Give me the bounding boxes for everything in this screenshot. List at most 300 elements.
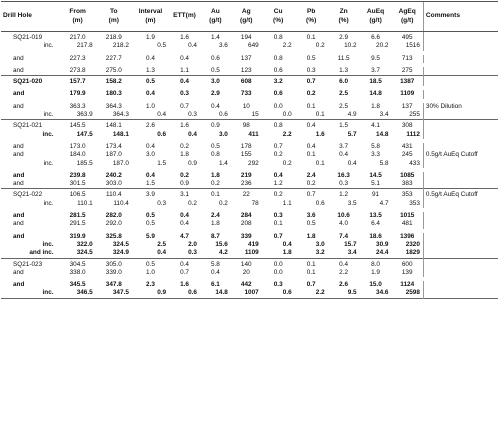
cell-ag: 140 bbox=[240, 260, 252, 268]
cell-au: 0.4 bbox=[210, 268, 220, 276]
cell-aueq: 5.8 bbox=[371, 142, 380, 150]
cell-aueq: 30.9 bbox=[376, 240, 389, 248]
cell-au: 8.7 bbox=[210, 232, 220, 240]
cell-ett: 0.4 bbox=[180, 220, 189, 228]
cell-cu: 0.8 bbox=[273, 54, 283, 62]
cell-pb: 0.7 bbox=[306, 281, 316, 289]
cell-drill-hole: and bbox=[13, 212, 25, 220]
cell-zn: 11.5 bbox=[337, 54, 350, 62]
cell-au: 15.6 bbox=[215, 240, 228, 248]
cell-ageq: 1387 bbox=[400, 78, 415, 86]
cell-zn: 1.2 bbox=[339, 191, 349, 199]
cell-au: 6.1 bbox=[210, 281, 220, 289]
cell-to: 110.4 bbox=[113, 199, 129, 207]
cell-ag: 219 bbox=[240, 171, 252, 179]
cell-interval: 0.9 bbox=[157, 289, 167, 297]
cell-to: 180.3 bbox=[105, 90, 122, 98]
header-row bbox=[1, 2, 498, 32]
cell-cu: 0.1 bbox=[273, 220, 283, 228]
cell-cu: 2.2 bbox=[282, 130, 292, 138]
cell-ageq: 137 bbox=[401, 102, 413, 110]
cell-interval: 5.9 bbox=[146, 232, 155, 240]
table-row bbox=[1, 269, 498, 277]
hole-group bbox=[1, 189, 498, 258]
cell-from: 157.7 bbox=[69, 78, 86, 86]
cell-pb: 0.6 bbox=[315, 199, 325, 207]
cell-au: 14.8 bbox=[215, 289, 228, 297]
cell-ett: 0.4 bbox=[188, 130, 197, 138]
cell-comments bbox=[423, 143, 498, 151]
cell-to: 173.4 bbox=[105, 142, 122, 150]
cell-aueq: 14.8 bbox=[369, 90, 382, 98]
cell-drill-hole: inc. bbox=[43, 199, 54, 207]
cell-ett: 0.4 bbox=[180, 78, 189, 86]
cell-ag: 236 bbox=[240, 180, 252, 188]
cell-au: 1.4 bbox=[218, 159, 228, 167]
cell-interval: 2.5 bbox=[157, 240, 167, 248]
cell-aueq: 91 bbox=[371, 191, 380, 199]
cell-cu: 0.0 bbox=[273, 102, 283, 110]
cell-interval: 1.5 bbox=[157, 159, 167, 167]
cell-au: 3.6 bbox=[218, 42, 228, 50]
cell-interval: 1.0 bbox=[146, 268, 155, 276]
cell-to: 303.0 bbox=[105, 180, 122, 188]
cell-pb: 2.4 bbox=[306, 171, 316, 179]
cell-to: 324.5 bbox=[112, 240, 129, 248]
header-ageq: AgEq (g/t) bbox=[392, 2, 424, 32]
cell-zn: 15.7 bbox=[344, 240, 357, 248]
cell-pb: 2.2 bbox=[315, 289, 325, 297]
cell-aueq: 6.4 bbox=[371, 220, 380, 228]
cell-from: 338.0 bbox=[69, 268, 86, 276]
cell-aueq: 3.3 bbox=[371, 151, 380, 159]
cell-ag: 123 bbox=[240, 66, 252, 74]
cell-from: 304.5 bbox=[69, 260, 86, 268]
cell-drill-hole: and bbox=[13, 220, 24, 228]
cell-from: 147.5 bbox=[76, 130, 93, 138]
cell-drill-hole: and bbox=[13, 268, 24, 276]
cell-from: 346.5 bbox=[76, 289, 93, 297]
cell-interval: 0.5 bbox=[146, 260, 155, 268]
cell-zn: 2.6 bbox=[339, 281, 349, 289]
cell-interval: 0.5 bbox=[146, 212, 155, 220]
cell-ageq: 2320 bbox=[405, 240, 420, 248]
cell-to: 325.8 bbox=[105, 232, 122, 240]
cell-comments: 0.5g/t AuEq Cutoff bbox=[423, 151, 498, 159]
cell-comments bbox=[423, 67, 498, 76]
cell-comments bbox=[423, 90, 498, 98]
cell-ag: 155 bbox=[240, 151, 252, 159]
cell-interval: 0.6 bbox=[157, 130, 167, 138]
cell-ag: 292 bbox=[248, 159, 259, 167]
cell-aueq: 18.5 bbox=[369, 78, 382, 86]
cell-ett: 3.1 bbox=[180, 191, 189, 199]
cell-from: 145.5 bbox=[69, 122, 86, 130]
cell-pb: 0.1 bbox=[315, 111, 325, 119]
cell-from: 217.0 bbox=[69, 34, 86, 41]
cell-ett: 0.3 bbox=[188, 111, 197, 119]
cell-aueq: 24.4 bbox=[376, 249, 389, 257]
cell-cu: 0.7 bbox=[273, 142, 283, 150]
cell-comments bbox=[423, 172, 498, 180]
cell-from: 110.1 bbox=[77, 199, 93, 207]
cell-zn: 1.3 bbox=[339, 66, 349, 74]
cell-zn: 7.4 bbox=[339, 232, 349, 240]
table-row bbox=[1, 289, 498, 298]
cell-from: 281.5 bbox=[69, 212, 86, 220]
cell-comments bbox=[423, 258, 498, 269]
cell-aueq: 15.0 bbox=[369, 281, 382, 289]
cell-to: 305.0 bbox=[105, 260, 122, 268]
cell-pb: 0.2 bbox=[306, 90, 316, 98]
cell-comments bbox=[423, 131, 498, 139]
cell-ag: 20 bbox=[242, 268, 250, 276]
cell-to: 187.0 bbox=[105, 151, 122, 159]
cell-pb: 3.0 bbox=[315, 240, 325, 248]
cell-interval: 0.4 bbox=[146, 54, 155, 62]
cell-drill-hole: and bbox=[13, 180, 24, 188]
cell-zn: 4.0 bbox=[339, 220, 349, 228]
header-ag: Ag (g/t) bbox=[231, 2, 262, 32]
hole-group bbox=[1, 32, 498, 76]
cell-pb: 3.6 bbox=[306, 212, 316, 220]
cell-aueq: 4.1 bbox=[371, 122, 380, 130]
cell-cu: 0.0 bbox=[273, 268, 283, 276]
cell-ett: 1.8 bbox=[180, 151, 189, 159]
cell-cu: 0.3 bbox=[273, 212, 283, 220]
cell-pb: 0.2 bbox=[306, 180, 316, 188]
cell-au: 0.5 bbox=[210, 142, 220, 150]
cell-from: 217.8 bbox=[76, 42, 93, 50]
cell-comments bbox=[423, 249, 498, 258]
cell-cu: 2.2 bbox=[282, 42, 292, 50]
cell-comments bbox=[423, 42, 498, 50]
table-row bbox=[1, 111, 498, 120]
cell-ageq: 308 bbox=[401, 122, 413, 130]
cell-cu: 0.4 bbox=[273, 171, 283, 179]
cell-to: 364.3 bbox=[105, 102, 122, 110]
cell-ageq: 1112 bbox=[406, 130, 420, 138]
cell-au: 3.0 bbox=[210, 78, 220, 86]
cell-to: 364.3 bbox=[112, 111, 129, 119]
cell-pb: 0.1 bbox=[306, 151, 316, 159]
cell-comments bbox=[423, 76, 498, 87]
cell-au: 0.2 bbox=[218, 199, 228, 207]
cell-ett: 0.7 bbox=[180, 102, 189, 110]
cell-drill-hole: SQ21-021 bbox=[13, 122, 43, 130]
cell-zn: 0.4 bbox=[339, 260, 349, 268]
cell-to: 218.2 bbox=[112, 42, 129, 50]
cell-aueq: 1.8 bbox=[371, 102, 380, 110]
cell-ett: 1.6 bbox=[180, 122, 189, 130]
cell-comments bbox=[423, 241, 498, 249]
cell-to: 240.2 bbox=[105, 171, 122, 179]
cell-ag: 137 bbox=[240, 54, 252, 62]
cell-drill-hole: SQ21-022 bbox=[13, 191, 43, 199]
table-row bbox=[1, 200, 498, 208]
cell-drill-hole: SQ21-019 bbox=[13, 34, 43, 41]
table-row bbox=[1, 103, 498, 111]
cell-to: 339.0 bbox=[105, 268, 122, 276]
cell-zn: 10.6 bbox=[337, 212, 350, 220]
cell-drill-hole: inc. bbox=[43, 159, 54, 167]
cell-interval: 1.0 bbox=[146, 102, 155, 110]
cell-from: 106.5 bbox=[69, 191, 86, 199]
cell-drill-hole: and bbox=[13, 142, 24, 150]
cell-au: 5.8 bbox=[210, 260, 220, 268]
table-header bbox=[1, 2, 498, 32]
cell-drill-hole: and bbox=[13, 281, 25, 289]
cell-ageq: 713 bbox=[401, 54, 413, 62]
cell-ett: 0.4 bbox=[180, 212, 189, 220]
cell-ett: 0.7 bbox=[180, 268, 189, 276]
cell-ett: 4.7 bbox=[180, 232, 189, 240]
cell-pb: 0.1 bbox=[306, 34, 316, 41]
table-row bbox=[1, 67, 498, 76]
cell-from: 363.3 bbox=[69, 102, 86, 110]
cell-ag: 178 bbox=[240, 142, 252, 150]
cell-ageq: 1015 bbox=[400, 212, 415, 220]
cell-to: 158.2 bbox=[105, 78, 122, 86]
cell-interval: 0.5 bbox=[146, 220, 155, 228]
table-row bbox=[1, 220, 498, 228]
cell-interval: 0.4 bbox=[146, 171, 155, 179]
cell-ag: 411 bbox=[248, 130, 259, 138]
cell-ag: 194 bbox=[240, 34, 252, 41]
cell-comments bbox=[423, 55, 498, 63]
cell-comments bbox=[423, 180, 498, 189]
cell-aueq: 5.1 bbox=[371, 180, 380, 188]
cell-aueq: 8.0 bbox=[371, 260, 380, 268]
cell-interval: 0.3 bbox=[157, 199, 167, 207]
cell-ageq: 1516 bbox=[405, 42, 420, 50]
cell-au: 0.6 bbox=[210, 54, 220, 62]
cell-ageq: 1829 bbox=[405, 249, 420, 257]
cell-interval: 0.5 bbox=[157, 42, 167, 50]
cell-zn: 10.2 bbox=[344, 42, 357, 50]
cell-drill-hole: inc. bbox=[43, 42, 54, 50]
cell-drill-hole: inc. bbox=[42, 240, 54, 248]
cell-comments bbox=[423, 281, 498, 289]
cell-ageq: 353 bbox=[401, 191, 413, 199]
cell-interval: 1.9 bbox=[146, 34, 155, 41]
cell-aueq: 1.9 bbox=[371, 268, 380, 276]
cell-aueq: 20.2 bbox=[376, 42, 389, 50]
cell-ageq: 431 bbox=[401, 142, 413, 150]
cell-aueq: 4.7 bbox=[379, 199, 389, 207]
cell-to: 292.0 bbox=[105, 220, 122, 228]
cell-comments: 0.5g/t AuEq Cutoff bbox=[423, 189, 498, 200]
cell-interval: 2.3 bbox=[146, 281, 155, 289]
cell-ett: 0.2 bbox=[180, 171, 189, 179]
cell-aueq: 3.7 bbox=[371, 66, 380, 74]
cell-from: 363.9 bbox=[76, 111, 93, 119]
cell-comments bbox=[423, 200, 498, 208]
cell-drill-hole: and bbox=[13, 232, 25, 240]
cell-zn: 3.7 bbox=[339, 142, 349, 150]
cell-from: 227.3 bbox=[69, 54, 86, 62]
cell-zn: 0.4 bbox=[339, 151, 349, 159]
table-row bbox=[1, 258, 498, 269]
table-row bbox=[1, 172, 498, 180]
cell-au: 2.4 bbox=[210, 212, 220, 220]
cell-comments bbox=[423, 160, 498, 168]
cell-drill-hole: and bbox=[13, 90, 25, 98]
cell-au: 1.4 bbox=[210, 34, 220, 41]
table-row bbox=[1, 90, 498, 98]
cell-aueq: 13.5 bbox=[369, 212, 382, 220]
cell-interval: 0.4 bbox=[146, 142, 155, 150]
cell-zn: 5.7 bbox=[347, 130, 357, 138]
header-au: Au (g/t) bbox=[200, 2, 231, 32]
cell-comments bbox=[423, 233, 498, 241]
cell-ett: 1.1 bbox=[180, 66, 189, 74]
cell-ageq: 1109 bbox=[400, 90, 415, 98]
table-row bbox=[1, 120, 498, 131]
table-row bbox=[1, 281, 498, 289]
header-to: To (m) bbox=[96, 2, 132, 32]
cell-ageq: 139 bbox=[401, 268, 413, 276]
cell-drill-hole: SQ21-020 bbox=[13, 78, 43, 86]
cell-from: 239.8 bbox=[69, 171, 86, 179]
cell-aueq: 9.5 bbox=[371, 54, 380, 62]
cell-ageq: 245 bbox=[401, 151, 413, 159]
cell-ag: 98 bbox=[242, 122, 250, 130]
cell-ageq: 1396 bbox=[400, 232, 415, 240]
cell-au: 0.9 bbox=[210, 122, 220, 130]
cell-ageq: 1085 bbox=[400, 171, 415, 179]
cell-to: 227.7 bbox=[105, 54, 122, 62]
table-row bbox=[1, 76, 498, 87]
cell-aueq: 14.8 bbox=[376, 130, 389, 138]
cell-ag: 1109 bbox=[244, 249, 259, 257]
cell-ag: 284 bbox=[240, 212, 252, 220]
cell-ag: 78 bbox=[251, 199, 259, 207]
hole-group bbox=[1, 76, 498, 120]
cell-drill-hole: SQ21-023 bbox=[13, 260, 43, 268]
cell-to: 282.0 bbox=[105, 212, 122, 220]
cell-cu: 1.2 bbox=[273, 180, 283, 188]
cell-to: 148.1 bbox=[112, 130, 129, 138]
cell-ag: 608 bbox=[240, 78, 252, 86]
table-row bbox=[1, 32, 498, 43]
cell-pb: 1.8 bbox=[306, 232, 316, 240]
cell-ag: 1007 bbox=[244, 289, 259, 297]
header-ett: ETT(m) bbox=[169, 2, 200, 32]
cell-ag: 339 bbox=[240, 232, 252, 240]
cell-aueq: 6.6 bbox=[371, 34, 380, 41]
cell-from: 345.5 bbox=[69, 281, 86, 289]
cell-ett: 0.2 bbox=[188, 199, 197, 207]
cell-zn: 1.5 bbox=[339, 122, 349, 130]
cell-interval: 2.6 bbox=[146, 122, 155, 130]
cell-to: 347.5 bbox=[112, 289, 129, 297]
table-row bbox=[1, 160, 498, 168]
cell-from: 184.0 bbox=[69, 151, 86, 159]
header-interval: Interval (m) bbox=[132, 2, 169, 32]
cell-comments bbox=[423, 120, 498, 131]
cell-drill-hole: and bbox=[13, 66, 24, 74]
cell-zn: 4.9 bbox=[347, 111, 357, 119]
cell-zn: 3.4 bbox=[347, 249, 357, 257]
cell-from: 179.9 bbox=[69, 90, 86, 98]
cell-cu: 0.6 bbox=[273, 66, 283, 74]
cell-zn: 3.5 bbox=[347, 199, 357, 207]
cell-ag: 419 bbox=[248, 240, 259, 248]
header-cu: Cu (%) bbox=[262, 2, 295, 32]
cell-ett: 0.4 bbox=[180, 260, 189, 268]
cell-pb: 0.1 bbox=[306, 260, 316, 268]
cell-drill-hole: inc. bbox=[42, 130, 54, 138]
cell-comments: 30% Dilution bbox=[423, 103, 498, 111]
cell-ett: 1.6 bbox=[180, 34, 189, 41]
cell-pb: 0.5 bbox=[306, 220, 316, 228]
cell-ag: 208 bbox=[240, 220, 252, 228]
cell-aueq: 5.8 bbox=[379, 159, 389, 167]
cell-zn: 2.5 bbox=[339, 102, 349, 110]
cell-ett: 2.0 bbox=[188, 240, 197, 248]
cell-pb: 0.4 bbox=[306, 122, 316, 130]
cell-pb: 0.4 bbox=[306, 142, 316, 150]
cell-to: 218.9 bbox=[105, 34, 122, 41]
cell-cu: 0.7 bbox=[273, 232, 283, 240]
table-row bbox=[1, 233, 498, 241]
cell-ageq: 275 bbox=[401, 66, 413, 74]
cell-zn: 9.5 bbox=[347, 289, 357, 297]
cell-zn: 2.9 bbox=[339, 34, 349, 41]
cell-ag: 10 bbox=[242, 102, 250, 110]
cell-au: 3.0 bbox=[218, 130, 228, 138]
cell-ageq: 481 bbox=[401, 220, 413, 228]
cell-from: 324.5 bbox=[76, 249, 93, 257]
cell-aueq: 18.6 bbox=[369, 232, 382, 240]
cell-ett: 0.4 bbox=[188, 42, 197, 50]
cell-interval: 0.4 bbox=[157, 249, 167, 257]
header-aueq: AuEq (g/t) bbox=[360, 2, 392, 32]
cell-au: 1.8 bbox=[210, 171, 220, 179]
cell-pb: 0.2 bbox=[315, 42, 325, 50]
cell-comments bbox=[423, 289, 498, 298]
cell-to: 148.1 bbox=[105, 122, 122, 130]
header-comments: Comments bbox=[423, 2, 498, 32]
cell-cu: 0.2 bbox=[273, 151, 283, 159]
cell-ageq: 255 bbox=[409, 111, 420, 119]
cell-comments bbox=[423, 269, 498, 277]
cell-ett: 0.2 bbox=[180, 142, 189, 150]
cell-from: 301.5 bbox=[69, 180, 86, 188]
cell-cu: 0.2 bbox=[282, 159, 292, 167]
cell-pb: 0.1 bbox=[306, 268, 316, 276]
cell-ag: 22 bbox=[242, 191, 250, 199]
cell-from: 173.0 bbox=[69, 142, 86, 150]
drill-results-table bbox=[1, 1, 498, 299]
header-pb: Pb (%) bbox=[295, 2, 328, 32]
cell-ett: 0.9 bbox=[180, 180, 189, 188]
cell-ageq: 2598 bbox=[405, 289, 420, 297]
cell-au: 0.4 bbox=[210, 102, 220, 110]
cell-interval: 0.4 bbox=[146, 90, 155, 98]
cell-ageq: 433 bbox=[409, 159, 420, 167]
cell-ageq: 600 bbox=[401, 260, 413, 268]
cell-cu: 0.0 bbox=[273, 260, 283, 268]
cell-drill-hole: inc. bbox=[43, 111, 54, 119]
cell-ageq: 495 bbox=[401, 34, 413, 41]
cell-to: 347.8 bbox=[105, 281, 122, 289]
cell-aueq: 34.6 bbox=[376, 289, 389, 297]
cell-comments bbox=[423, 32, 498, 43]
cell-cu: 1.8 bbox=[282, 249, 292, 257]
cell-from: 185.5 bbox=[76, 159, 93, 167]
